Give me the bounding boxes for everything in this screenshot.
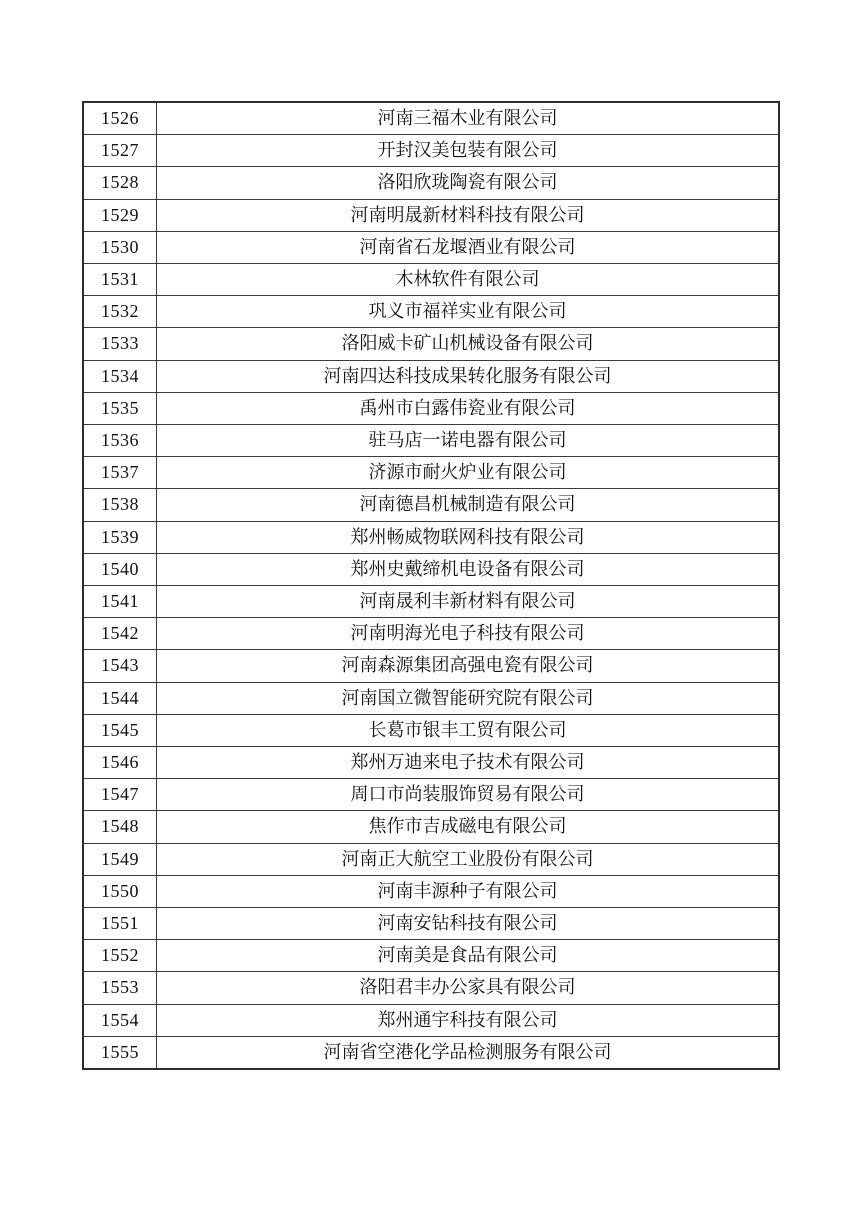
row-number-cell: 1546 [83,747,157,779]
table-row [83,489,779,521]
table-row [83,843,779,875]
table-row [83,875,779,907]
table-row [83,940,779,972]
row-number-cell: 1531 [83,264,157,296]
table-row [83,553,779,585]
company-name-cell: 河南三福木业有限公司 [157,102,780,135]
company-name-cell: 长葛市银丰工贸有限公司 [157,714,780,746]
row-number-cell: 1533 [83,328,157,360]
company-name-cell: 河南正大航空工业股份有限公司 [157,843,780,875]
row-number-cell: 1536 [83,425,157,457]
table-row [83,167,779,199]
row-number-cell: 1526 [83,102,157,135]
row-number-cell: 1555 [83,1036,157,1069]
company-name-cell: 河南四达科技成果转化服务有限公司 [157,360,780,392]
company-name-cell: 洛阳君丰办公家具有限公司 [157,972,780,1004]
row-number-cell: 1528 [83,167,157,199]
company-name-cell: 驻马店一诺电器有限公司 [157,425,780,457]
table-row [83,972,779,1004]
row-number-cell: 1554 [83,1004,157,1036]
table-row [83,908,779,940]
company-name-cell: 河南省石龙堰酒业有限公司 [157,231,780,263]
table-row [83,747,779,779]
table-row [83,328,779,360]
table-row [83,231,779,263]
company-table [82,101,780,1070]
table-row [83,264,779,296]
row-number-cell: 1542 [83,618,157,650]
company-name-cell: 开封汉美包装有限公司 [157,135,780,167]
table-row [83,425,779,457]
table-row [83,1036,779,1069]
table-row [83,296,779,328]
row-number-cell: 1550 [83,875,157,907]
table-row [83,135,779,167]
row-number-cell: 1547 [83,779,157,811]
row-number-cell: 1543 [83,650,157,682]
company-name-cell: 郑州通宇科技有限公司 [157,1004,780,1036]
row-number-cell: 1530 [83,231,157,263]
company-name-cell: 洛阳欣珑陶瓷有限公司 [157,167,780,199]
row-number-cell: 1552 [83,940,157,972]
row-number-cell: 1529 [83,199,157,231]
row-number-cell: 1537 [83,457,157,489]
table-row [83,586,779,618]
company-table-body [83,102,779,1069]
row-number-cell: 1551 [83,908,157,940]
table-row [83,392,779,424]
table-row [83,650,779,682]
company-name-cell: 周口市尚装服饰贸易有限公司 [157,779,780,811]
company-name-cell: 巩义市福祥实业有限公司 [157,296,780,328]
row-number-cell: 1532 [83,296,157,328]
table-row [83,199,779,231]
row-number-cell: 1540 [83,553,157,585]
row-number-cell: 1544 [83,682,157,714]
row-number-cell: 1549 [83,843,157,875]
company-name-cell: 河南晟利丰新材料有限公司 [157,586,780,618]
table-row [83,714,779,746]
company-name-cell: 济源市耐火炉业有限公司 [157,457,780,489]
company-name-cell: 河南丰源种子有限公司 [157,875,780,907]
table-row [83,457,779,489]
row-number-cell: 1535 [83,392,157,424]
table-row [83,811,779,843]
row-number-cell: 1545 [83,714,157,746]
row-number-cell: 1538 [83,489,157,521]
row-number-cell: 1539 [83,521,157,553]
row-number-cell: 1553 [83,972,157,1004]
row-number-cell: 1541 [83,586,157,618]
table-row [83,682,779,714]
company-name-cell: 河南森源集团高强电瓷有限公司 [157,650,780,682]
table-row [83,360,779,392]
row-number-cell: 1534 [83,360,157,392]
company-name-cell: 河南美是食品有限公司 [157,940,780,972]
company-name-cell: 洛阳威卡矿山机械设备有限公司 [157,328,780,360]
table-row [83,779,779,811]
table-row [83,1004,779,1036]
company-name-cell: 河南明海光电子科技有限公司 [157,618,780,650]
company-name-cell: 河南明晟新材料科技有限公司 [157,199,780,231]
row-number-cell: 1527 [83,135,157,167]
company-name-cell: 郑州万迪来电子技术有限公司 [157,747,780,779]
table-row [83,102,779,135]
company-name-cell: 河南省空港化学品检测服务有限公司 [157,1036,780,1069]
company-name-cell: 木林软件有限公司 [157,264,780,296]
company-name-cell: 河南安钻科技有限公司 [157,908,780,940]
company-name-cell: 河南国立微智能研究院有限公司 [157,682,780,714]
company-name-cell: 郑州史戴缔机电设备有限公司 [157,553,780,585]
company-name-cell: 焦作市吉成磁电有限公司 [157,811,780,843]
table-row [83,521,779,553]
company-name-cell: 郑州畅威物联网科技有限公司 [157,521,780,553]
company-name-cell: 河南德昌机械制造有限公司 [157,489,780,521]
table-row [83,618,779,650]
company-name-cell: 禹州市白露伟瓷业有限公司 [157,392,780,424]
row-number-cell: 1548 [83,811,157,843]
